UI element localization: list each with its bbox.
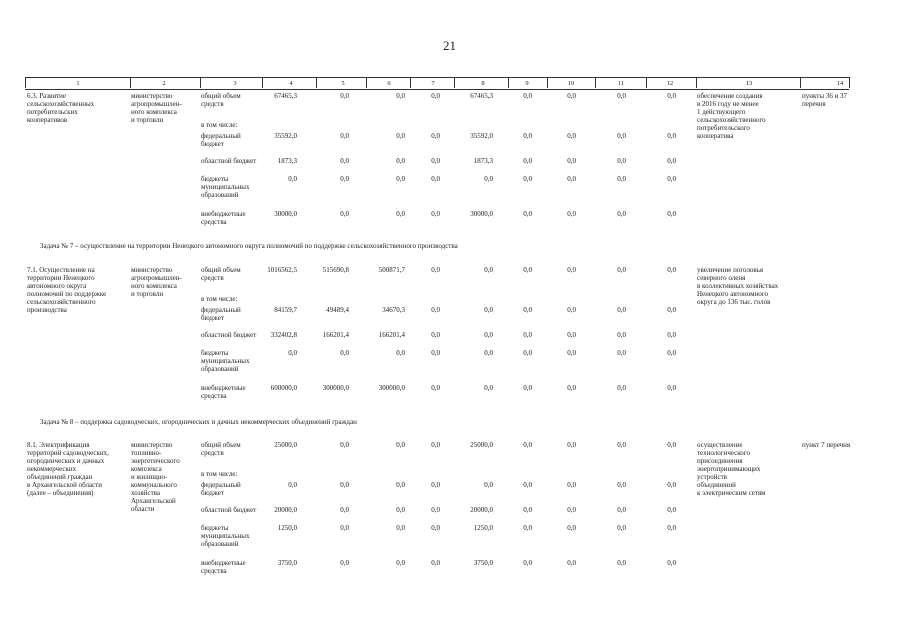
amount-cell: 0,0	[617, 524, 626, 532]
amount-cell: 0,0	[567, 175, 576, 183]
funding-source-label: федеральный бюджет	[201, 306, 241, 322]
amount-cell: 166201,4	[378, 331, 405, 339]
amount-cell: 20000,0	[470, 506, 493, 514]
amount-cell: 0,0	[567, 132, 576, 140]
column-number-7: 7	[431, 80, 435, 87]
amount-cell: 0,0	[523, 266, 532, 274]
amount-cell: 30000,0	[470, 210, 493, 218]
amount-cell: 0,0	[523, 559, 532, 567]
amount-cell: 0,0	[396, 349, 405, 357]
header-divider	[262, 77, 263, 88]
amount-cell: 0,0	[617, 157, 626, 165]
program-reference: пункты 36 и 37 перечня	[802, 92, 848, 108]
amount-cell: 67465,3	[470, 92, 493, 100]
header-divider	[646, 77, 647, 88]
amount-cell: 0,0	[667, 559, 676, 567]
column-number-13: 13	[745, 80, 753, 87]
amount-cell: 0,0	[523, 506, 532, 514]
funding-source-label: общий объем средств	[201, 266, 241, 282]
executor: министерство агропромышлен- ного комплекса и торговли	[131, 266, 182, 298]
amount-cell: 0,0	[567, 331, 576, 339]
funding-source-label: в том числе:	[201, 470, 238, 478]
amount-cell: 0,0	[431, 384, 440, 392]
amount-cell: 0,0	[667, 306, 676, 314]
task-heading: Задача № 7 – осуществление на территории Ненецкого автономного округа полномочий по поддержке сельскохозяйственного производства	[40, 242, 458, 250]
amount-cell: 0,0	[617, 331, 626, 339]
amount-cell: 0,0	[340, 349, 349, 357]
funding-source-label: общий объем средств	[201, 441, 241, 457]
amount-cell: 0,0	[567, 384, 576, 392]
amount-cell: 0,0	[340, 92, 349, 100]
amount-cell: 0,0	[396, 524, 405, 532]
amount-cell: 0,0	[667, 266, 676, 274]
amount-cell: 0,0	[523, 441, 532, 449]
amount-cell: 1873,3	[277, 157, 297, 165]
amount-cell: 0,0	[523, 157, 532, 165]
amount-cell: 0,0	[617, 92, 626, 100]
amount-cell: 0,0	[667, 524, 676, 532]
header-divider	[130, 77, 131, 88]
amount-cell: 0,0	[340, 157, 349, 165]
amount-cell: 0,0	[567, 524, 576, 532]
amount-cell: 0,0	[617, 481, 626, 489]
amount-cell: 0,0	[567, 92, 576, 100]
executor: министерство агропромышлен- ного комплекса и торговли	[131, 92, 182, 124]
amount-cell: 1873,3	[473, 157, 493, 165]
amount-cell: 0,0	[431, 524, 440, 532]
amount-cell: 0,0	[667, 331, 676, 339]
column-number-header	[25, 77, 849, 90]
amount-cell: 0,0	[340, 481, 349, 489]
amount-cell: 0,0	[567, 441, 576, 449]
column-number-10: 10	[567, 80, 575, 87]
funding-source-label: областной бюджет	[201, 157, 257, 165]
amount-cell: 0,0	[396, 175, 405, 183]
header-divider	[316, 77, 317, 88]
amount-cell: 0,0	[617, 210, 626, 218]
funding-source-label: областной бюджет	[201, 506, 257, 514]
amount-cell: 0,0	[396, 506, 405, 514]
amount-cell: 0,0	[523, 384, 532, 392]
funding-source-label: внебюджетные средства	[201, 559, 246, 575]
amount-cell: 0,0	[567, 559, 576, 567]
header-divider	[508, 77, 509, 88]
amount-cell: 0,0	[396, 210, 405, 218]
amount-cell: 0,0	[431, 132, 440, 140]
task-heading: Задача № 8 – поддержка садоводческих, огороднических и дачных некоммерческих объединений граждан	[40, 418, 357, 426]
amount-cell: 0,0	[523, 349, 532, 357]
amount-cell: 49489,4	[326, 306, 349, 314]
amount-cell: 0,0	[396, 559, 405, 567]
amount-cell: 0,0	[617, 349, 626, 357]
amount-cell: 0,0	[340, 175, 349, 183]
amount-cell: 166201,4	[322, 331, 349, 339]
amount-cell: 0,0	[617, 132, 626, 140]
amount-cell: 0,0	[431, 441, 440, 449]
funding-source-label: бюджеты муниципальных образований	[201, 524, 250, 548]
amount-cell: 1016562,5	[267, 266, 297, 274]
column-number-14: 14	[836, 80, 844, 87]
amount-cell: 1250,0	[473, 524, 493, 532]
amount-cell: 67465,3	[274, 92, 297, 100]
amount-cell: 0,0	[523, 524, 532, 532]
header-divider	[595, 77, 596, 88]
funding-source-label: федеральный бюджет	[201, 481, 241, 497]
header-divider	[200, 77, 201, 88]
amount-cell: 0,0	[431, 481, 440, 489]
amount-cell: 0,0	[667, 481, 676, 489]
funding-source-label: бюджеты муниципальных образований	[201, 349, 250, 373]
activity-name: 6.3. Развитие сельскохозяйственных потребительских кооперативов	[27, 92, 95, 124]
amount-cell: 0,0	[288, 349, 297, 357]
amount-cell: 0,0	[340, 524, 349, 532]
amount-cell: 0,0	[617, 266, 626, 274]
amount-cell: 0,0	[617, 384, 626, 392]
amount-cell: 25000,0	[470, 441, 493, 449]
header-divider	[800, 77, 801, 88]
expected-result: увеличение поголовья северного оленя в коллективных хозяйствах Ненецкого автономного округа до 136 тыс. голов	[697, 266, 779, 306]
amount-cell: 0,0	[396, 92, 405, 100]
amount-cell: 0,0	[484, 175, 493, 183]
funding-source-label: федеральный бюджет	[201, 132, 241, 148]
amount-cell: 0,0	[340, 559, 349, 567]
amount-cell: 0,0	[431, 92, 440, 100]
column-number-5: 5	[341, 80, 345, 87]
amount-cell: 500871,7	[378, 266, 405, 274]
funding-source-label: внебюджетные средства	[201, 210, 246, 226]
amount-cell: 0,0	[667, 506, 676, 514]
amount-cell: 0,0	[567, 266, 576, 274]
amount-cell: 20000,0	[274, 506, 297, 514]
amount-cell: 0,0	[431, 210, 440, 218]
amount-cell: 0,0	[431, 175, 440, 183]
amount-cell: 0,0	[523, 175, 532, 183]
amount-cell: 0,0	[667, 92, 676, 100]
funding-source-label: общий объем средств	[201, 92, 241, 108]
amount-cell: 0,0	[288, 175, 297, 183]
column-number-1: 1	[76, 80, 80, 87]
column-number-4: 4	[289, 80, 293, 87]
amount-cell: 0,0	[523, 331, 532, 339]
expected-result: осуществление технологического присоединения энергопринимающих устройств объединений к электрическим сетям	[697, 441, 766, 497]
amount-cell: 0,0	[667, 132, 676, 140]
amount-cell: 0,0	[667, 349, 676, 357]
amount-cell: 0,0	[288, 481, 297, 489]
executor: министерство топливно- энергетического комплекса и жилищно- коммунального хозяйства Архангельской области	[131, 441, 180, 513]
amount-cell: 34670,3	[382, 306, 405, 314]
header-divider	[410, 77, 411, 88]
column-number-6: 6	[387, 80, 391, 87]
amount-cell: 0,0	[523, 92, 532, 100]
column-number-8: 8	[481, 80, 485, 87]
amount-cell: 0,0	[617, 559, 626, 567]
amount-cell: 0,0	[484, 306, 493, 314]
amount-cell: 1250,0	[277, 524, 297, 532]
amount-cell: 0,0	[617, 175, 626, 183]
amount-cell: 0,0	[567, 210, 576, 218]
amount-cell: 0,0	[340, 441, 349, 449]
amount-cell: 0,0	[484, 384, 493, 392]
amount-cell: 30000,0	[274, 210, 297, 218]
amount-cell: 0,0	[431, 157, 440, 165]
amount-cell: 0,0	[396, 481, 405, 489]
activity-name: 7.1. Осуществление на территории Ненецкого автономного округа полномочий по поддержке сельскохозяйственного производства	[27, 266, 107, 314]
header-divider	[25, 77, 26, 88]
funding-source-label: бюджеты муниципальных образований	[201, 175, 250, 199]
amount-cell: 0,0	[523, 306, 532, 314]
amount-cell: 0,0	[396, 441, 405, 449]
amount-cell: 0,0	[567, 481, 576, 489]
amount-cell: 0,0	[431, 266, 440, 274]
amount-cell: 0,0	[431, 559, 440, 567]
amount-cell: 0,0	[484, 349, 493, 357]
amount-cell: 35592,0	[274, 132, 297, 140]
header-divider	[849, 77, 850, 88]
amount-cell: 600000,0	[270, 384, 297, 392]
amount-cell: 0,0	[567, 349, 576, 357]
amount-cell: 0,0	[484, 481, 493, 489]
activity-name: 8.1. Электрификация территорий садоводческих, огороднических и дачных некоммерческих объединений граждан в Архангельской области (далее – объединения)	[27, 441, 109, 497]
amount-cell: 0,0	[567, 506, 576, 514]
header-divider	[547, 77, 548, 88]
amount-cell: 0,0	[667, 175, 676, 183]
page-number: 21	[443, 38, 456, 53]
amount-cell: 332402,8	[270, 331, 297, 339]
amount-cell: 0,0	[667, 384, 676, 392]
funding-source-label: внебюджетные средства	[201, 384, 246, 400]
amount-cell: 84159,7	[274, 306, 297, 314]
amount-cell: 3750,0	[473, 559, 493, 567]
amount-cell: 0,0	[340, 132, 349, 140]
expected-result: обеспечение создания в 2016 году не менее 1 действующего сельскохозяйственного потребительского кооператива	[697, 92, 766, 140]
amount-cell: 0,0	[667, 157, 676, 165]
header-divider	[366, 77, 367, 88]
header-divider	[454, 77, 455, 88]
amount-cell: 0,0	[396, 132, 405, 140]
amount-cell: 0,0	[617, 306, 626, 314]
amount-cell: 300000,0	[378, 384, 405, 392]
amount-cell: 0,0	[431, 331, 440, 339]
amount-cell: 35592,0	[470, 132, 493, 140]
amount-cell: 0,0	[431, 306, 440, 314]
amount-cell: 0,0	[617, 506, 626, 514]
amount-cell: 0,0	[523, 132, 532, 140]
amount-cell: 0,0	[523, 210, 532, 218]
column-number-2: 2	[162, 80, 166, 87]
column-number-3: 3	[233, 80, 237, 87]
program-reference: пункт 7 перечня	[802, 441, 851, 449]
amount-cell: 0,0	[340, 210, 349, 218]
amount-cell: 0,0	[617, 441, 626, 449]
amount-cell: 0,0	[567, 157, 576, 165]
amount-cell: 0,0	[431, 506, 440, 514]
amount-cell: 0,0	[340, 506, 349, 514]
amount-cell: 0,0	[484, 266, 493, 274]
amount-cell: 0,0	[667, 441, 676, 449]
amount-cell: 0,0	[431, 349, 440, 357]
column-number-12: 12	[666, 80, 674, 87]
amount-cell: 3750,0	[277, 559, 297, 567]
funding-source-label: областной бюджет	[201, 331, 257, 339]
amount-cell: 0,0	[396, 157, 405, 165]
amount-cell: 0,0	[484, 331, 493, 339]
amount-cell: 515690,8	[322, 266, 349, 274]
amount-cell: 0,0	[567, 306, 576, 314]
amount-cell: 300000,0	[322, 384, 349, 392]
funding-source-label: в том числе:	[201, 295, 238, 303]
header-divider	[696, 77, 697, 88]
amount-cell: 0,0	[523, 481, 532, 489]
amount-cell: 0,0	[667, 210, 676, 218]
amount-cell: 25000,0	[274, 441, 297, 449]
funding-source-label: в том числе:	[201, 121, 238, 129]
column-number-11: 11	[617, 80, 625, 87]
column-number-9: 9	[525, 80, 529, 87]
